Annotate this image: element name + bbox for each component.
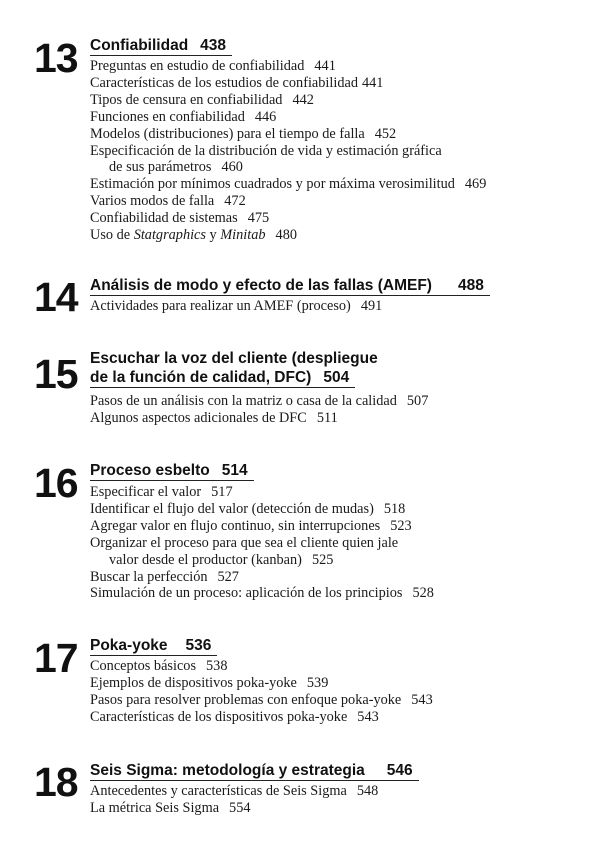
chapter-title-line[interactable]: Seis Sigma: metodología y estrategia 546 bbox=[90, 761, 419, 781]
entry-list bbox=[90, 298, 382, 315]
list-item[interactable]: Especificación de la distribución de vida y estimación gráfica bbox=[90, 142, 442, 159]
chapter-title-line[interactable]: de la función de calidad, DFC) 504 bbox=[90, 368, 355, 388]
chapter-title-line[interactable]: Análisis de modo y efecto de las fallas (AMEF) 488 bbox=[90, 276, 490, 296]
list-item[interactable]: Confiabilidad de sistemas 475 bbox=[90, 210, 270, 227]
list-item[interactable]: Antecedentes y características de Seis Sigma 548 bbox=[90, 783, 379, 799]
chapter-number: 18 bbox=[34, 759, 78, 805]
list-item[interactable]: Organizar el proceso para que sea el cliente quien jale bbox=[90, 534, 399, 551]
list-item[interactable]: Agregar valor en flujo continuo, sin interrupciones 523 bbox=[90, 517, 412, 534]
chapter-title-line[interactable]: Escuchar la voz del cliente (despliegue bbox=[90, 350, 378, 367]
list-item[interactable]: Tipos de censura en confiabilidad 442 bbox=[90, 91, 314, 108]
chapter-title bbox=[90, 36, 232, 56]
list-item[interactable]: Simulación de un proceso: aplicación de los principios 528 bbox=[90, 585, 434, 602]
list-item[interactable]: Varios modos de falla 472 bbox=[90, 193, 246, 210]
chapter-title bbox=[90, 276, 490, 296]
chapter-title bbox=[90, 636, 217, 656]
chapter-title bbox=[90, 761, 419, 781]
chapter-title bbox=[90, 349, 384, 388]
chapter-title-line[interactable]: Confiabilidad 438 bbox=[90, 36, 232, 56]
chapter-number: 17 bbox=[34, 635, 78, 681]
chapter-number: 15 bbox=[34, 351, 78, 397]
entry-list bbox=[90, 658, 433, 726]
entry-list bbox=[90, 484, 434, 602]
chapter-number: 13 bbox=[34, 35, 78, 81]
list-item[interactable]: Uso de Statgraphics y Minitab 480 bbox=[90, 227, 297, 244]
list-item[interactable]: Funciones en confiabilidad 446 bbox=[90, 108, 277, 125]
list-item[interactable]: Pasos para resolver problemas con enfoque poka-yoke 543 bbox=[90, 691, 433, 708]
entry-list bbox=[90, 783, 378, 817]
list-item[interactable]: Conceptos básicos 538 bbox=[90, 658, 228, 674]
chapter-number: 14 bbox=[34, 274, 78, 320]
list-item[interactable]: Buscar la perfección 527 bbox=[90, 568, 239, 585]
entry-list bbox=[90, 58, 486, 244]
list-item[interactable]: Preguntas en estudio de confiabilidad 441 bbox=[90, 58, 336, 74]
chapter-number: 16 bbox=[34, 460, 78, 506]
list-item[interactable]: Características de los estudios de confiabilidad 441 bbox=[90, 74, 384, 91]
list-item[interactable]: Ejemplos de dispositivos poka-yoke 539 bbox=[90, 674, 329, 691]
list-item[interactable]: Pasos de un análisis con la matriz o casa de la calidad 507 bbox=[90, 393, 429, 409]
list-item[interactable]: Modelos (distribuciones) para el tiempo de falla 452 bbox=[90, 125, 397, 142]
list-item[interactable]: Identificar el flujo del valor (detección de mudas) 518 bbox=[90, 500, 406, 517]
list-item[interactable]: Actividades para realizar un AMEF (proceso) 491 bbox=[90, 298, 383, 314]
list-item[interactable]: Especificar el valor 517 bbox=[90, 484, 233, 500]
list-item[interactable]: Algunos aspectos adicionales de DFC 511 bbox=[90, 409, 338, 426]
list-item[interactable]: de sus parámetros 460 bbox=[109, 159, 243, 176]
entry-list bbox=[90, 393, 428, 427]
list-item[interactable]: valor desde el productor (kanban) 525 bbox=[109, 551, 334, 568]
chapter-title-line[interactable]: Proceso esbelto 514 bbox=[90, 461, 254, 481]
chapter-title bbox=[90, 461, 254, 481]
list-item[interactable]: Características de los dispositivos poka-yoke 543 bbox=[90, 708, 379, 725]
list-item[interactable]: La métrica Seis Sigma 554 bbox=[90, 799, 251, 816]
chapter-title-line[interactable]: Poka-yoke 536 bbox=[90, 636, 217, 656]
list-item[interactable]: Estimación por mínimos cuadrados y por máxima verosimilitud 469 bbox=[90, 176, 487, 193]
